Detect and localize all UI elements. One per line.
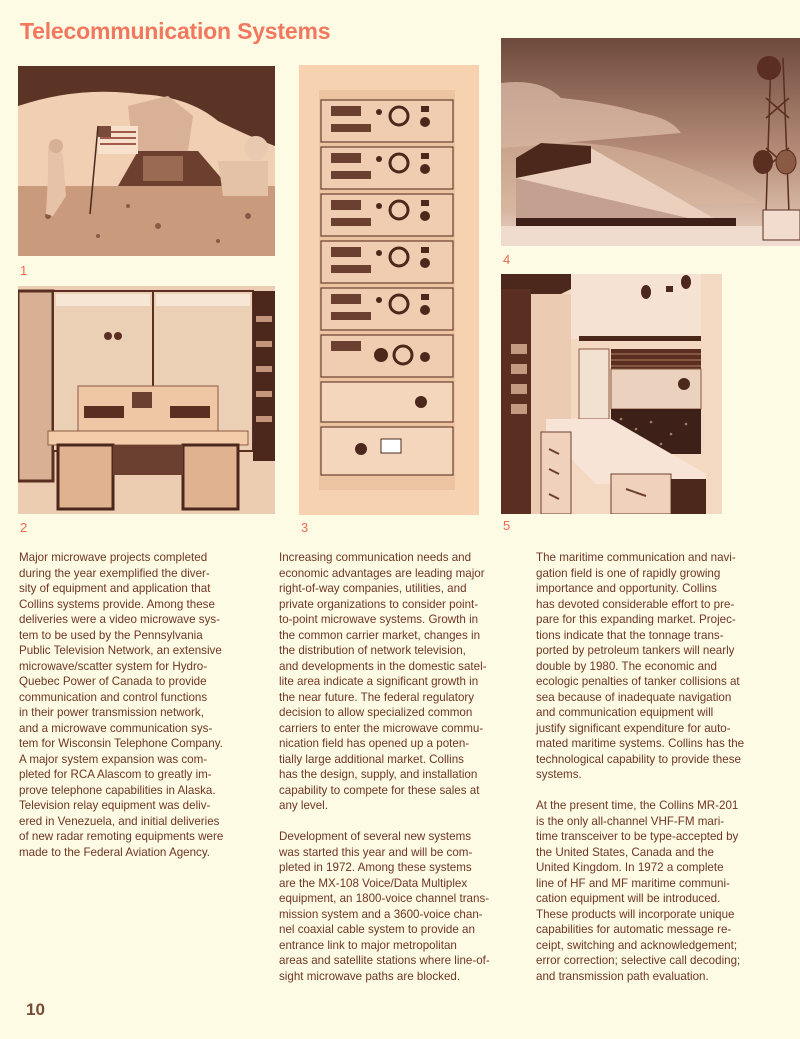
equipment-rack-photo <box>299 65 479 515</box>
text-column-1 <box>19 550 269 876</box>
photo-label-1: 1 <box>20 263 28 278</box>
paragraph: The maritime communication and navi- gation field is one of rapidly growing importance and opportunity. Collins has devoted considerable effort to pre- pare for this expanding market. Projec- tions indicate that the tonnage trans- ported by petroleum tankers will nearly double by 1980. The economic and ecologic penalties of tanker collisions at sea because of inadequate navigation and communication equipment will justify significant expenditure for auto- mated maritime systems. Collins has the technological capability to provide these systems. <box>536 551 745 781</box>
photo-label-5: 5 <box>503 518 511 533</box>
control-console-photo <box>18 286 275 514</box>
photo-label-2: 2 <box>20 520 28 535</box>
page-title: Telecommunication Systems <box>20 18 331 44</box>
text-column-2 <box>279 550 519 1000</box>
page-number: 10 <box>26 1000 45 1019</box>
text-column-3 <box>536 550 798 1000</box>
train-microwave-tower-photo <box>501 38 800 246</box>
paragraph: Increasing communication needs and economic advantages are leading major right-of-way companies, utilities, and private organizations to consider point- to-point microwave systems. Growth in the common carrier market, changes in the distribution of network television, and developments in the domestic satel- lite area indicate a significant growth in the near future. The federal regulatory decision to allow specialized common carriers to enter the microwave commu- nication field has opened up a poten- tially large additional market. Collins has the design, supply, and installation capability to compete for these sales at any level. <box>279 551 487 812</box>
paragraph: At the present time, the Collins MR-201 is the only all-channel VHF-FM mari- time transceiver to be type-accepted by the United States, Canada and the United Kingdom. In 1972 a complete line of HF and MF maritime communi- cation equipment will be introduced. These products will incorporate unique capabilities for automatic message re- ceipt, switching and acknowledgement; error correction; selective call decoding; and transmission path evaluation. <box>536 799 741 983</box>
paragraph: Major microwave projects completed during the year exemplified the diver- sity of equipment and application that Collins systems provide. Among these deliveries were a video microwave sys- tem to be used by the Pennsylvania Public Television Network, an extensive microwave/scatter system for Hydro- Quebec Power of Canada to provide communication and control functions in their power transmission network, and a microwave communication sys- tem for Wisconsin Telephone Company. A major system expansion was com- pleted for RCA Alascom to greatly im- prove telephone capabilities in Alaska. Television relay equipment was deliv- ered in Venezuela, and initial deliveries of new radar remoting equipments were made to the Federal Aviation Agency. <box>19 551 224 859</box>
paragraph: Development of several new systems was started this year and will be com- pleted in 1972. Among these systems are the MX-108 Voice/Data Multiplex equipment, an 1800-voice channel trans- mission system and a 3600-voice chan- nel coaxial cable system to provide an entrance link to major metropolitan areas and satellite stations where line-of- sight microwave paths are blocked. <box>279 830 490 983</box>
moon-landing-photo <box>18 66 275 256</box>
maritime-radio-station-photo <box>501 274 722 514</box>
photo-label-3: 3 <box>301 520 309 535</box>
photo-label-4: 4 <box>503 252 511 267</box>
